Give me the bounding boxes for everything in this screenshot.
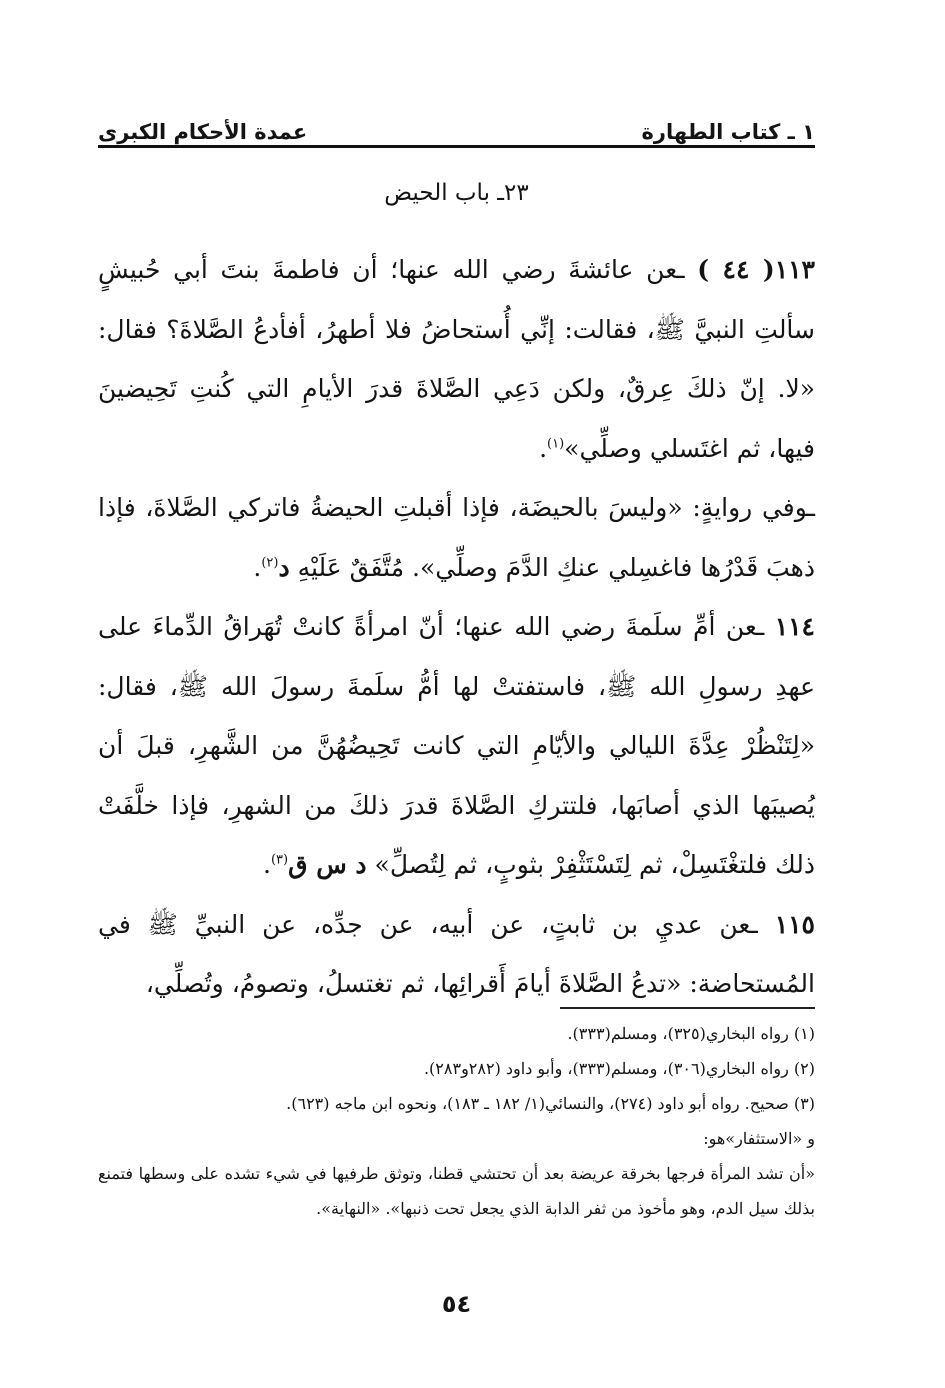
riwaya-text: ـوفي روايةٍ: «وليسَ بالحيضَة، فإذا أقبلتِ الحيضةُ فاتركي الصَّلاةَ، فإذا ذهبَ قَدْرُها فاغسِلي عنكِ الدَّمَ وصلِّي». مُتَّفَقٌ عَلَيْهِ xyxy=(98,493,815,582)
footnote-3-definition-label: و «الاستثفار»هو: xyxy=(703,1129,815,1148)
footnote-ref: (١) xyxy=(547,436,565,452)
riwaya xyxy=(98,478,815,597)
hadith-text: ـعن أمِّ سلَمةَ رضي الله عنها؛ أنّ امرأةً كانتْ تُهَراقُ الدِّماءَ على عهدِ رسولِ الله ﷺ، فاستفتتْ لها أمُّ سلَمةَ رسولَ الله ﷺ، فقال: «لِتَنْظُرْ عِدَّةَ الليالي والأيّامِ التي كانت تَحِيضُهُنَّ من الشَّهرِ، قبلَ أن يُصيبَها الذي أصابَها، فلتتركِ الصَّلاةَ قدرَ ذلكَ من الشهرِ، فإذا خلَّفَتْ ذلك فلتغْتَسِلْ، ثم لِتَسْتَثْفِرْ بثوبٍ، ثم لِتُصلِّ» xyxy=(98,612,815,879)
footnote-3: (٣) صحيح. رواه أبو داود (٢٧٤)، والنسائي(١/ ١٨٢ ـ ١٨٣)، ونحوه ابن ماجه (٦٢٣). xyxy=(286,1094,815,1113)
header-rule xyxy=(98,145,815,148)
footnote-1: (١) رواه البخاري(٣٢٥)، ومسلم(٣٣٣). xyxy=(567,1024,815,1043)
hadith-number: ١١٣( ٤٤ ) xyxy=(697,255,815,284)
source-code: د xyxy=(278,552,290,582)
hadith-text: ـعن عديِ بن ثابتٍ، عن أبيه، عن جدِّه، عن النبيِّ ﷺ في المُستحاضة: «تدعُ الصَّلاةَ أيامَ أَقرائِها، ثم تغتسلُ، وتصومُ، وتُصلِّي، xyxy=(98,909,815,998)
hadith-114 xyxy=(98,597,815,895)
section-title: ٢٣ـ باب الحيض xyxy=(384,180,529,206)
hadith-text: ـعن عائشةَ رضي الله عنها؛ أن فاطمةَ بنتَ أبي حُبيشٍ سألتِ النبيَّ ﷺ، فقالت: إنِّي أُستحاضُ فلا أطهرُ، أفأدعُ الصَّلاةَ؟ فقال: «لا. إنّ ذلكَ عِرقٌ، ولكن دَعِي الصَّلاةَ قدرَ الأيامِ التي كُنتِ تَحِيضينَ فيها، ثم اغتَسلي وصلِّي» xyxy=(98,255,815,463)
sentence-end: . xyxy=(539,433,548,463)
footnotes xyxy=(98,1016,815,1226)
hadith-number: ١١٤ xyxy=(774,612,815,641)
footnote-2: (٢) رواه البخاري(٣٠٦)، ومسلم(٣٣٣)، وأبو داود (٢٨٢و٢٨٣). xyxy=(423,1059,815,1078)
chapter-title: ١ ـ كتاب الطهارة xyxy=(641,120,815,144)
sentence-end: . xyxy=(263,850,271,879)
hadith-number: ١١٥ xyxy=(774,909,815,939)
page-number: ٥٤ xyxy=(441,1290,472,1318)
source-code: د س ق xyxy=(288,850,367,879)
hadith-115 xyxy=(98,895,815,1014)
hadith-113 xyxy=(98,240,815,478)
main-text xyxy=(98,240,815,1014)
footnote-ref: (٢) xyxy=(261,555,279,571)
footnote-ref: (٣) xyxy=(270,852,289,868)
sentence-end: . xyxy=(253,552,262,582)
footnote-3-definition: «أن تشد المرأة فرجها بخرقة عريضة بعد أن تحتشي قطنا، وتوثق طرفيها في شيء تشده على وسطها فتمنع بذلك سيل الدم، وهو مأخوذ من ثفر الدابة الذي يجعل تحت ذنبها». «النهاية». xyxy=(98,1164,815,1218)
book-title: عمدة الأحكام الكبرى xyxy=(98,120,308,144)
running-header xyxy=(98,108,815,144)
footnote-rule xyxy=(560,1007,815,1009)
